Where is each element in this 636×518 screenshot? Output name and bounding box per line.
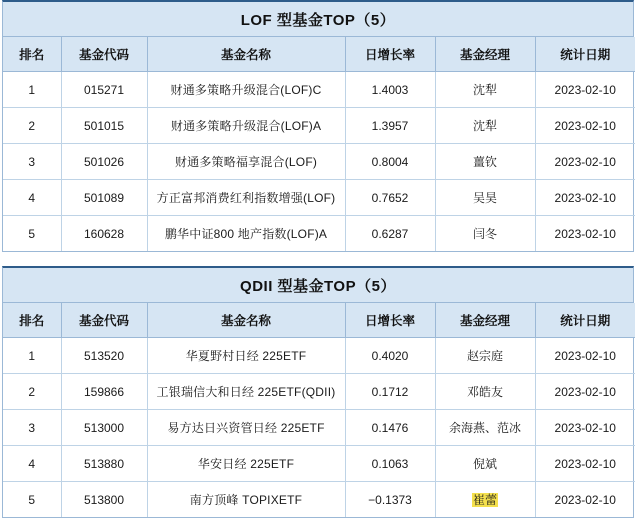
table-row: [3, 216, 635, 252]
cell-manager: 邓皓友: [435, 374, 535, 410]
cell-date: 2023-02-10: [554, 226, 616, 241]
column-header-date: 统计日期: [535, 303, 635, 338]
table-row: [3, 338, 635, 374]
cell-rank: 4: [3, 446, 61, 482]
cell-manager-highlight: 崔蕾: [472, 493, 497, 507]
cell-code: 501026: [61, 144, 147, 180]
cell-rate: 0.8004: [345, 144, 435, 180]
cell-rank: 4: [3, 180, 61, 216]
cell-code: 513520: [61, 338, 147, 374]
table-row: [3, 180, 635, 216]
table-block-lof: [2, 0, 634, 252]
column-header-manager: 基金经理: [435, 37, 535, 72]
column-header-name: 基金名称: [147, 303, 345, 338]
cell-code: 159866: [61, 374, 147, 410]
table-row: [3, 374, 635, 410]
cell-manager: [435, 482, 535, 518]
cell-rank: 2: [3, 374, 61, 410]
column-header-rate: 日增长率: [345, 37, 435, 72]
cell-name: 财通多策略升级混合(LOF)C: [147, 72, 345, 108]
table-row: [3, 482, 635, 518]
cell-rate: −0.1373: [345, 482, 435, 518]
cell-code: 501089: [61, 180, 147, 216]
cell-manager: 倪斌: [435, 446, 535, 482]
cell-name: 华安日经 225ETF: [147, 446, 345, 482]
cell-date: 2023-02-10: [535, 374, 635, 410]
table-row: [3, 410, 635, 446]
cell-rank: 1: [3, 72, 61, 108]
cell-rate: 0.1476: [345, 410, 435, 446]
cell-manager: 闫冬: [435, 216, 535, 252]
column-header-rank: 排名: [3, 37, 61, 72]
cell-name: 鹏华中证800 地产指数(LOF)A: [147, 216, 345, 252]
cell-date: 2023-02-10: [535, 410, 635, 446]
cell-name: 财通多策略福享混合(LOF): [147, 144, 345, 180]
column-header-name: 基金名称: [147, 37, 345, 72]
table-title-lof: LOF 型基金TOP（5）: [3, 2, 633, 37]
cell-code: 501015: [61, 108, 147, 144]
table-row: [3, 144, 635, 180]
cell-date: 2023-02-10: [535, 72, 635, 108]
table-header-row: [3, 37, 635, 72]
table-header-row: [3, 303, 635, 338]
table-title-qdii: QDII 型基金TOP（5）: [3, 268, 633, 303]
cell-date: 2023-02-10: [535, 180, 635, 216]
cell-date: 2023-02-10: [535, 144, 635, 180]
block-separator: [0, 252, 636, 266]
table-row: [3, 108, 635, 144]
table-row: [3, 446, 635, 482]
cell-rate: 0.1063: [345, 446, 435, 482]
cell-name: 方正富邦消费红利指数增强(LOF): [147, 180, 345, 216]
column-header-code: 基金代码: [61, 37, 147, 72]
cell-rank: 2: [3, 108, 61, 144]
cell-rank: 5: [3, 216, 61, 252]
table-block-qdii: [2, 266, 634, 518]
cell-code: 513880: [61, 446, 147, 482]
cell-date: 2023-02-10: [535, 108, 635, 144]
cell-code: 513800: [61, 482, 147, 518]
fund-table-lof: [3, 37, 635, 251]
cell-manager: 吴昊: [435, 180, 535, 216]
cell-name: 财通多策略升级混合(LOF)A: [147, 108, 345, 144]
cell-code: 160628: [61, 216, 147, 252]
cell-rate: 1.3957: [345, 108, 435, 144]
cell-manager: 薑钦: [435, 144, 535, 180]
cell-rank: 3: [3, 410, 61, 446]
cell-rank: 3: [3, 144, 61, 180]
cell-manager: 沈犁: [435, 108, 535, 144]
cell-rank: 1: [3, 338, 61, 374]
column-header-manager: 基金经理: [435, 303, 535, 338]
cell-date: 2023-02-10: [535, 338, 635, 374]
cell-date: 2023-02-10: [554, 492, 616, 507]
column-header-date: 统计日期: [535, 37, 635, 72]
cell-manager: 余海燕、范冰: [435, 410, 535, 446]
column-header-rank: 排名: [3, 303, 61, 338]
cell-code: 513000: [61, 410, 147, 446]
cell-name: 华夏野村日经 225ETF: [147, 338, 345, 374]
column-header-rate: 日增长率: [345, 303, 435, 338]
cell-date: 2023-02-10: [535, 446, 635, 482]
cell-manager: 沈犁: [435, 72, 535, 108]
table-row: [3, 72, 635, 108]
cell-rate: 1.4003: [345, 72, 435, 108]
fund-table-qdii: [3, 303, 635, 517]
cell-name: 工银瑞信大和日经 225ETF(QDII): [147, 374, 345, 410]
cell-manager: 赵宗庭: [435, 338, 535, 374]
cell-rate: 0.4020: [345, 338, 435, 374]
cell-rank: 5: [3, 482, 61, 518]
cell-rate: 0.7652: [345, 180, 435, 216]
cell-rate: 0.6287: [345, 216, 435, 252]
cell-rate: 0.1712: [345, 374, 435, 410]
cell-name: 易方达日兴资管日经 225ETF: [147, 410, 345, 446]
cell-name: 南方顶峰 TOPIXETF: [147, 482, 345, 518]
cell-code: 015271: [61, 72, 147, 108]
column-header-code: 基金代码: [61, 303, 147, 338]
